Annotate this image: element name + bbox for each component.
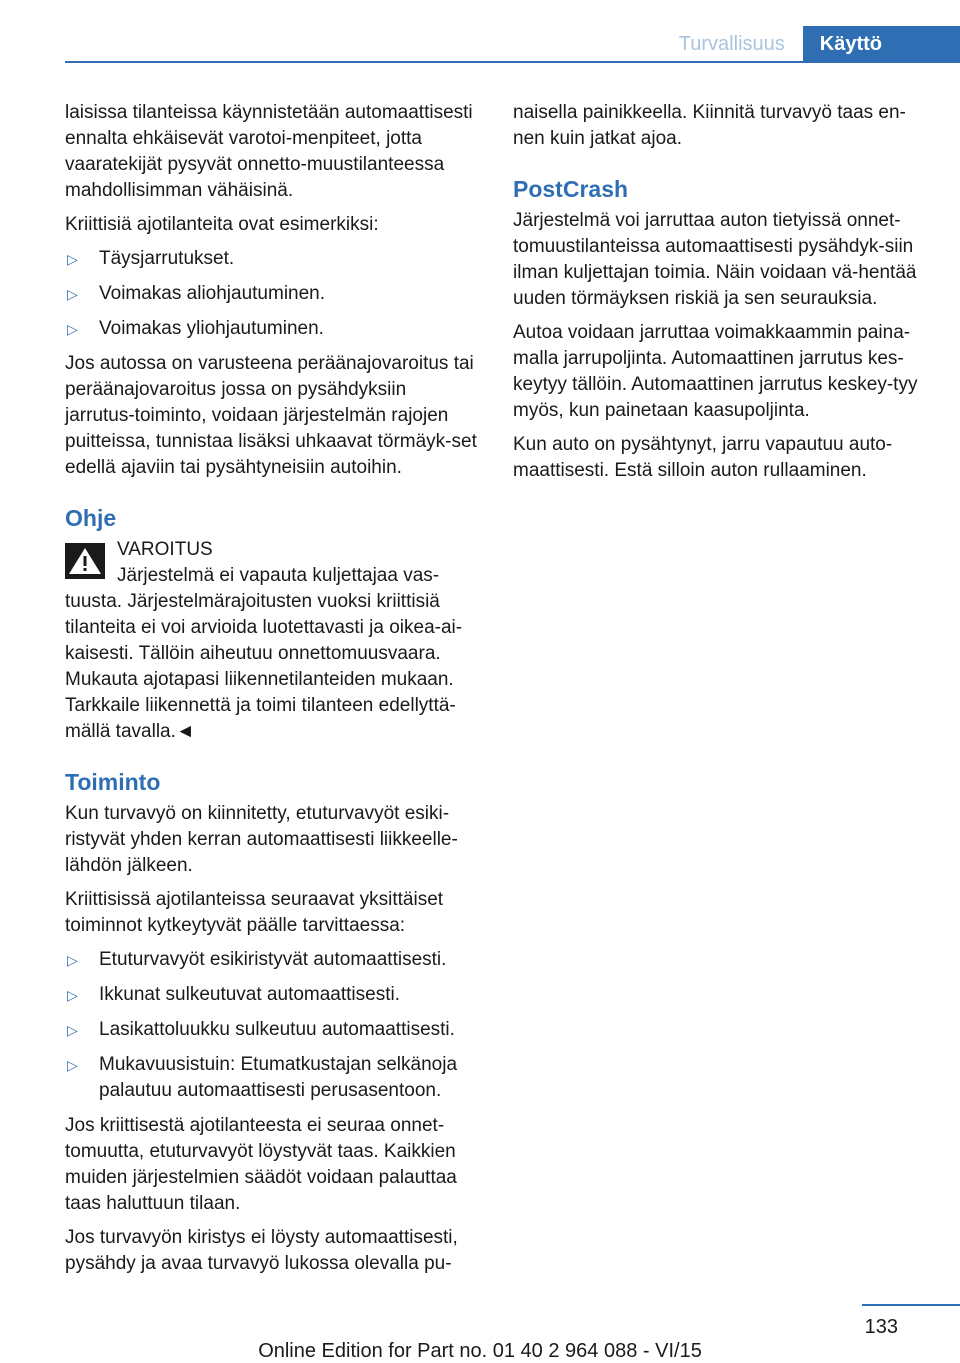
triangle-right-icon: ▷	[67, 952, 78, 968]
warning-box	[65, 537, 480, 745]
footer-rule	[862, 1304, 960, 1306]
functions-intro: Kriittisissä ajotilanteissa seuraavat yksittäiset toiminnot kytkeytyvät päälle tarvittaessa:	[65, 889, 444, 936]
triangle-right-icon: ▷	[67, 1022, 78, 1038]
postcrash-paragraph: Järjestelmä voi jarruttaa auton tietyissä onnet-tomuustilanteissa automaattisesti pysähdyk-siin ilman kuljettajan toimia. Näin voidaan vä-hentää uuden törmäyksen riskiä ja sen seurauksia.	[513, 210, 917, 309]
stop-paragraph: Kun auto on pysähtynyt, jarru vapautuu auto-maattisesti. Estä silloin auton rullaaminen.	[513, 434, 893, 481]
list-item: ▷ Lasikattoluukku sulkeutuu automaattisesti.	[65, 1017, 480, 1043]
postcrash-heading: PostCrash	[513, 176, 629, 202]
page-number: 133	[864, 1316, 898, 1338]
list-item: ▷ Ikkunat sulkeutuvat automaattisesti.	[65, 982, 480, 1008]
chapter-tab: Käyttö	[803, 26, 960, 62]
warning-title: VAROITUS	[117, 539, 213, 560]
warning-text: Järjestelmä ei vapauta kuljettajaa vas-tuusta. Järjestelmärajoitusten vuoksi kriittisiä tilanteita ei voi arvioida luotettavasti ja oikea-ai-kaisesti. Tällöin aiheutuu onnettomuusvaara. Mukauta ajotapasi liikennetilanteiden mukaan. Tarkkaile liikennettä ja toimi tilanteen edellyttä-mällä tavalla.◄	[65, 565, 463, 742]
functions-list	[65, 947, 480, 1104]
triangle-right-icon: ▷	[67, 251, 78, 267]
intro-paragraph: laisissa tilanteissa käynnistetään automaattisesti ennalta ehkäisevät varotoi-menpiteet, jotta vaaratekijät pysyvät onnetto-muustilanteessa mahdollisimman vähäisinä.	[65, 102, 473, 201]
rear-warning-paragraph: Jos autossa on varusteena peräänajovaroitus tai peräänajovaroitus jossa on pysähdyksiin jarrutus-toiminto, voidaan järjestelmän rajojen puitteissa, tunnistaa lisäksi uhkaavat törmäyk-set edellä ajaviin tai pysähtyneisiin autoihin.	[65, 353, 477, 478]
toiminto-heading: Toiminto	[65, 769, 161, 795]
edition-footer: Online Edition for Part no. 01 40 2 964 088 - VI/15	[258, 1340, 702, 1362]
critical-intro: Kriittisiä ajotilanteita ovat esimerkiksi:	[65, 214, 379, 235]
triangle-right-icon: ▷	[67, 286, 78, 302]
ohje-heading: Ohje	[65, 505, 117, 531]
list-item: ▷ Mukavuusistuin: Etumatkustajan selkänoja palautuu automaattisesti perusasentoon.	[67, 1054, 458, 1101]
list-item: ▷ Voimakas yliohjautuminen.	[65, 316, 480, 342]
left-column	[65, 100, 480, 1285]
critical-list	[65, 246, 480, 342]
list-item: ▷ Etuturvavyöt esikiristyvät automaattisesti.	[65, 947, 480, 973]
continued-paragraph: naisella painikkeella. Kiinnitä turvavyö taas en-nen kuin jatkat ajoa.	[513, 102, 906, 149]
toiminto-paragraph: Kun turvavyö on kiinnitetty, etuturvavyöt esiki-ristyvät yhden kerran automaattisesti liikkeelle-lähdön jälkeen.	[65, 803, 458, 876]
list-item: ▷ Voimakas aliohjautuminen.	[65, 281, 480, 307]
reset-paragraph: Jos kriittisestä ajotilanteesta ei seuraa onnet-tomuutta, etuturvavyöt löystyvät taas. Kaikkien muiden järjestelmien säädöt voidaan palauttaa taas haluttuun tilaan.	[65, 1115, 457, 1214]
warning-triangle-icon	[65, 543, 105, 579]
section-tab: Turvallisuus	[678, 33, 785, 55]
triangle-right-icon: ▷	[67, 321, 78, 337]
right-column	[513, 100, 928, 492]
brake-paragraph: Autoa voidaan jarruttaa voimakkaammin paina-malla jarrupoljinta. Automaattinen jarrutus kes-keytyy tällöin. Automaattinen jarrutus keskey-tyy myös, kun painetaan kaasupoljinta.	[513, 322, 918, 421]
header-rule	[65, 61, 960, 63]
header-tabs	[679, 26, 960, 62]
triangle-right-icon: ▷	[67, 1057, 78, 1073]
belt-paragraph: Jos turvavyön kiristys ei löysty automaattisesti, pysähdy ja avaa turvavyö lukossa olevalla pu-	[65, 1227, 458, 1274]
list-item: ▷ Täysjarrutukset.	[65, 246, 480, 272]
triangle-right-icon: ▷	[67, 987, 78, 1003]
